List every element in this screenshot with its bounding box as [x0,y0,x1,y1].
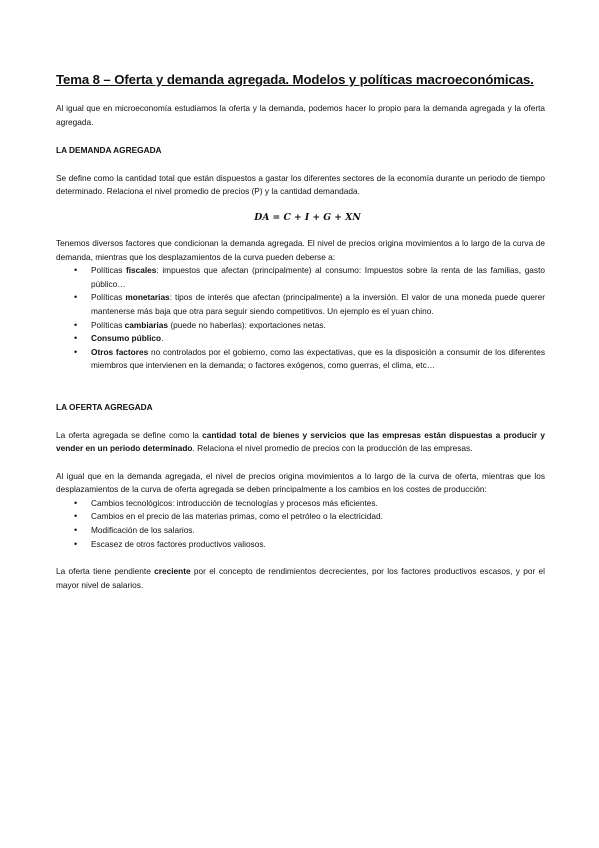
bullet-icon: • [74,511,78,522]
bullet-icon: • [74,333,78,344]
list-item: • Modificación de los salarios. [56,524,545,538]
oferta-paragraph-2: Al igual que en la demanda agregada, el nivel de precios origina movimientos a lo largo de la curva de oferta, mientras que los desplazamientos de la curva de oferta agregada se deben principalmente a los cambios en los costes de producción: [56,470,545,495]
demanda-formula: DA = C + I + G + XN [254,211,361,223]
bullet-icon: • [74,525,78,536]
bullet-icon: • [74,538,78,549]
list-item: • Cambios tecnológicos: introducción de tecnologías y procesos más eficientes. [56,497,545,511]
oferta-final-paragraph: La oferta tiene pendiente creciente por el concepto de rendimientos decrecientes, por los factores productivos escasos, y por el mayor nivel de salarios. [56,566,546,590]
bullet-icon: • [74,346,78,357]
demanda-definition: Se define como la cantidad total que están dispuestos a gastar los diferentes sectores de la economía durante un periodo de tiempo determinado. Relaciona el nivel promedio de precios (P) y la cantidad demandada. [56,172,545,197]
bullet-icon: • [74,497,78,508]
oferta-definition: La oferta agregada se define como la cantidad total de bienes y servicios que las empresas están dispuestas a producir y vender en un periodo determinado. Relaciona el nivel promedio de precios con la producción de las empresas. [56,429,545,454]
bullet-icon: • [74,319,78,330]
list-item: • Políticas cambiarias (puede no haberlas): exportaciones netas. [56,319,545,333]
bullet-icon: • [74,265,78,276]
list-item: • Políticas monetarias: tipos de interés que afectan (principalmente) a la inversión. El valor de una moneda puede querer mantenerse más baja que otra para seguir siendo competitivos. Un ejemplo es el yuan chino. [74,292,545,316]
list-item: • Cambios en el precio de las materias primas, como el petróleo o la electricidad. [56,510,545,524]
section-heading-demanda: LA DEMANDA AGREGADA [56,145,162,156]
oferta-bullet-list [56,497,545,551]
intro-paragraph: Al igual que en microeconomía estudiamos la oferta y la demanda, podemos hacer lo propio para la demanda agregada y la oferta agregada. [56,103,545,127]
bullet-icon: • [74,292,78,303]
list-item: • Políticas fiscales: impuestos que afectan (principalmente) al consumo: Impuestos sobre la renta de las familias, gasto público… [74,265,545,289]
demanda-factors-intro: Tenemos diversos factores que condicionan la demanda agregada. El nivel de precios origina movimientos a lo largo de la curva de demanda, mientras que los desplazamientos de la curva pueden deberse a: [56,237,545,262]
section-heading-oferta: LA OFERTA AGREGADA [56,401,153,412]
document-title: Tema 8 – Oferta y demanda agregada. Modelos y políticas macroeconómicas. [56,72,534,87]
list-item: • Escasez de otros factores productivos valiosos. [56,538,545,552]
list-item: • Consumo público. [56,332,545,346]
demanda-bullet-list [56,264,545,373]
list-item: • Otros factores no controlados por el gobierno, como las expectativas, que es la disposición a consumir de los diferentes miembros que intervienen en la demanda; o factores exógenos, como guerras, el clima, etc… [74,346,545,371]
